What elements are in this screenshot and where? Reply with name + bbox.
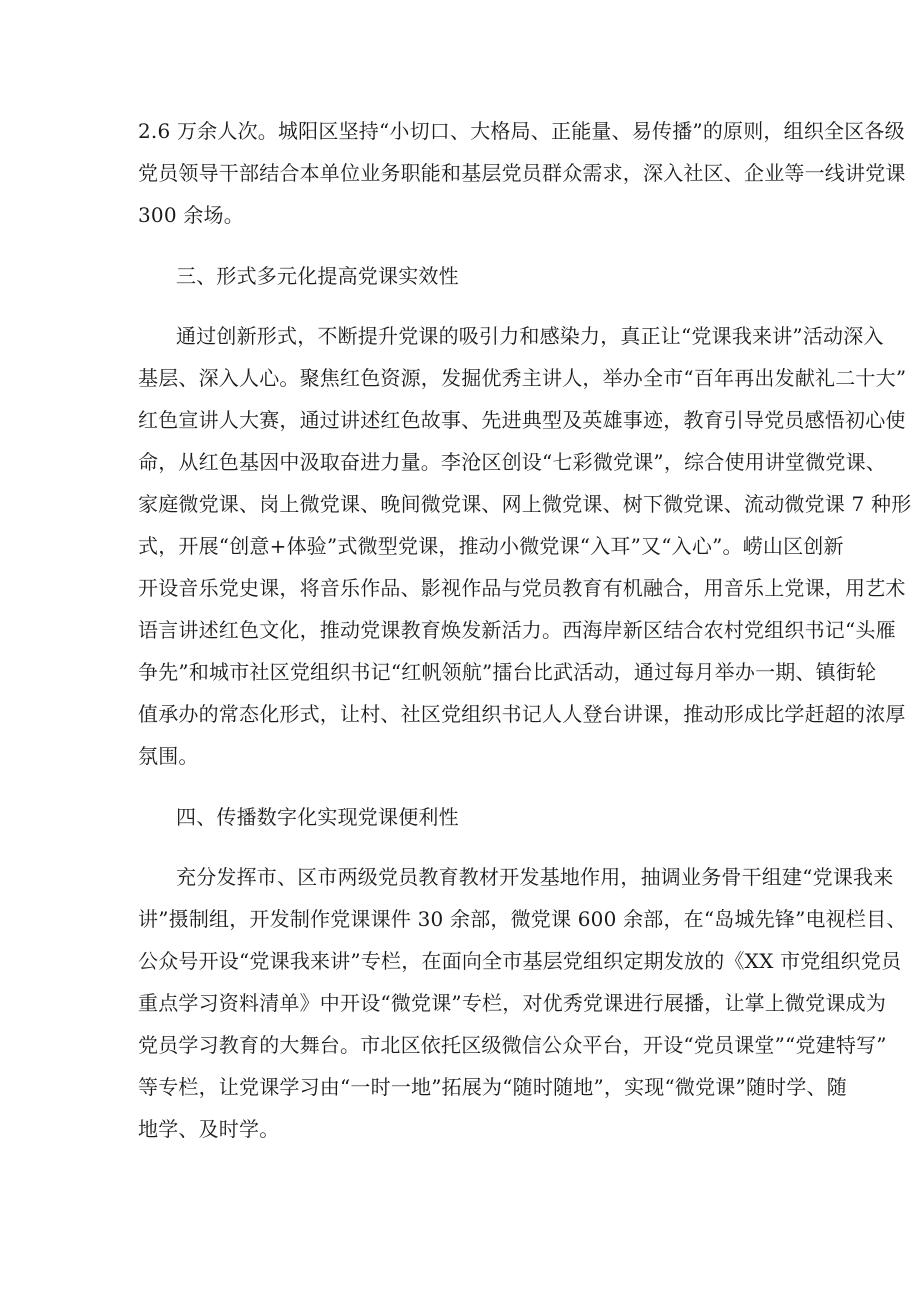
section-heading-3: 三、形式多元化提高党课实效性 bbox=[176, 264, 459, 288]
section-heading-4: 四、传播数字化实现党课便利性 bbox=[176, 805, 459, 829]
paragraph-line: 值承办的常态化形式，让村、社区党组织书记人人登台讲课，推动形成比学赶超的浓厚 bbox=[138, 702, 906, 726]
paragraph-line: 语言讲述红色文化，推动党课教育焕发新活力。西海岸新区结合农村党组织书记“头雁 bbox=[138, 618, 896, 642]
paragraph-line: 开设音乐党史课，将音乐作品、影视作品与党员教育有机融合，用音乐上党课，用艺术 bbox=[138, 576, 906, 600]
paragraph-line: 2.6 万余人次。城阳区坚持“小切口、大格局、正能量、易传播”的原则，组织全区各级 bbox=[138, 119, 905, 143]
paragraph-line: 重点学习资料清单》中开设“微党课”专栏，对优秀党课进行展播，让掌上微党课成为 bbox=[138, 991, 887, 1015]
paragraph-line: 争先”和城市社区党组织书记“红帆领航”擂台比武活动，通过每月举办一期、镇街轮 bbox=[138, 660, 877, 684]
paragraph-line: 式，开展“创意+体验”式微型党课，推动小微党课“入耳”又“入心”。崂山区创新 bbox=[138, 534, 844, 558]
paragraph-line: 通过创新形式，不断提升党课的吸引力和感染力，真正让“党课我来讲”活动深入 bbox=[176, 324, 884, 348]
paragraph-line: 命，从红色基因中汲取奋进力量。李沧区创设“七彩微党课”，综合使用讲堂微党课、 bbox=[138, 450, 887, 474]
paragraph-line: 充分发挥市、区市两级党员教育教材开发基地作用，抽调业务骨干组建“党课我来 bbox=[176, 865, 894, 889]
paragraph-line: 家庭微党课、岗上微党课、晚间微党课、网上微党课、树下微党课、流动微党课 7 种形 bbox=[138, 492, 912, 516]
paragraph-line: 氛围。 bbox=[138, 744, 199, 768]
paragraph-line: 等专栏，让党课学习由“一时一地”拓展为“随时随地”，实现“微党课”随时学、随 bbox=[138, 1075, 847, 1099]
paragraph-line: 党员学习教育的大舞台。市北区依托区级微信公众平台，开设“党员课堂”“党建特写” bbox=[138, 1033, 887, 1057]
paragraph-line: 地学、及时学。 bbox=[138, 1117, 280, 1141]
paragraph-line: 基层、深入人心。聚焦红色资源，发掘优秀主讲人，举办全市“百年再出发献礼二十大” bbox=[138, 366, 907, 390]
paragraph-line: 公众号开设“党课我来讲”专栏，在面向全市基层党组织定期发放的《XX 市党组织党员 bbox=[138, 949, 902, 973]
paragraph-line: 讲”摄制组，开发制作党课课件 30 余部，微党课 600 余部，在“岛城先锋”电视栏目、 bbox=[138, 907, 907, 931]
paragraph-line: 300 余场。 bbox=[138, 203, 244, 227]
paragraph-line: 红色宣讲人大赛，通过讲述红色故事、先进典型及英雄事迹，教育引导党员感悟初心使 bbox=[138, 408, 906, 432]
paragraph-line: 党员领导干部结合本单位业务职能和基层党员群众需求，深入社区、企业等一线讲党课 bbox=[138, 161, 906, 185]
